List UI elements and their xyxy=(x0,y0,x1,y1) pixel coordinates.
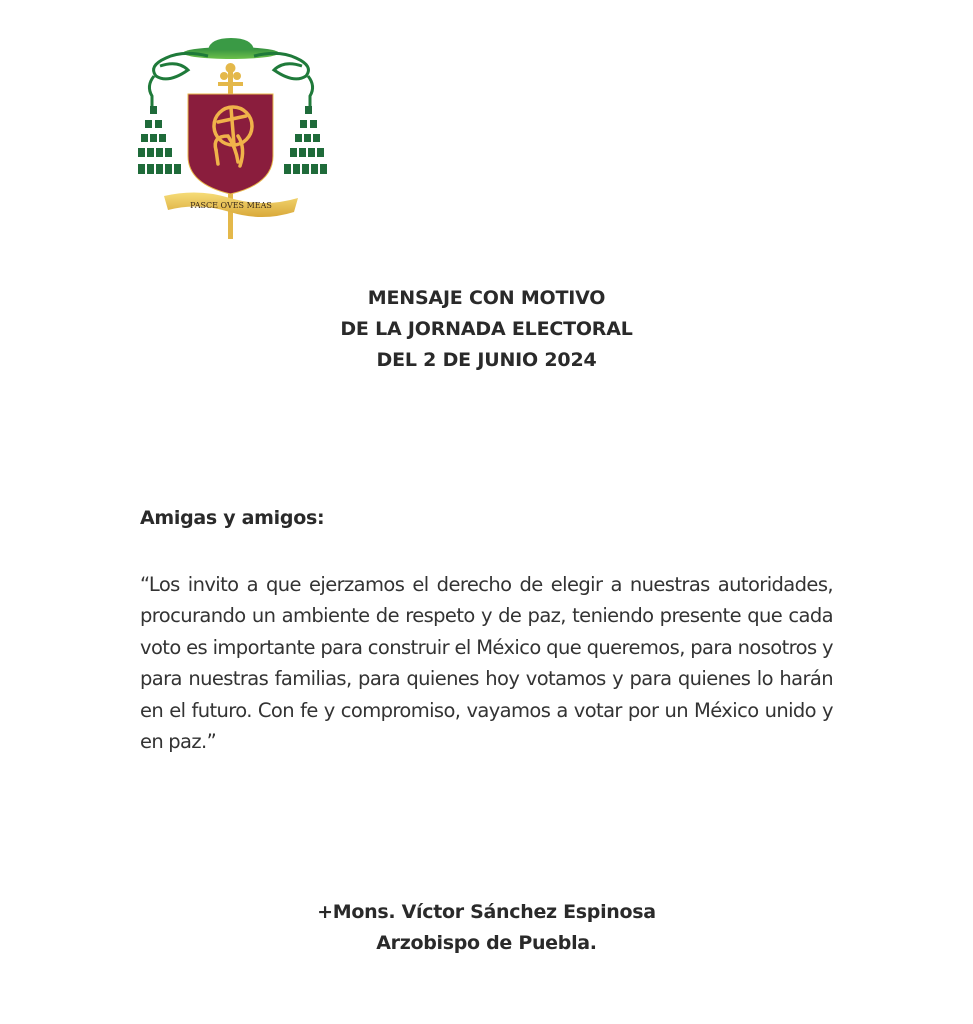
message-paragraph: “Los invito a que ejerzamos el derecho de elegir a nuestras autoridades, procurando un ambiente de respeto y de paz, teniendo presente que cada voto es importante para construir el México que queremos, para nosotros y para nuestras familias, para quienes hoy votamos y para quienes lo harán en el futuro. Con fe y compromiso, vayamos a votar por un México unido y en paz.” xyxy=(140,573,833,754)
signature-role: Arzobispo de Puebla. xyxy=(376,932,597,954)
coat-of-arms-icon xyxy=(138,36,328,242)
signature-block xyxy=(0,897,973,959)
motto-text: PASCE OVES MEAS xyxy=(190,201,272,210)
document-title xyxy=(0,283,973,376)
title-line-2: DE LA JORNADA ELECTORAL xyxy=(340,318,633,340)
title-line-3: DEL 2 DE JUNIO 2024 xyxy=(376,349,597,371)
greeting: Amigas y amigos: xyxy=(140,507,325,529)
right-tassels xyxy=(284,106,327,174)
signature-name: +Mons. Víctor Sánchez Espinosa xyxy=(317,901,656,923)
title-line-1: MENSAJE CON MOTIVO xyxy=(367,287,606,309)
archbishop-coat-of-arms xyxy=(138,36,328,242)
left-tassels xyxy=(138,106,181,174)
